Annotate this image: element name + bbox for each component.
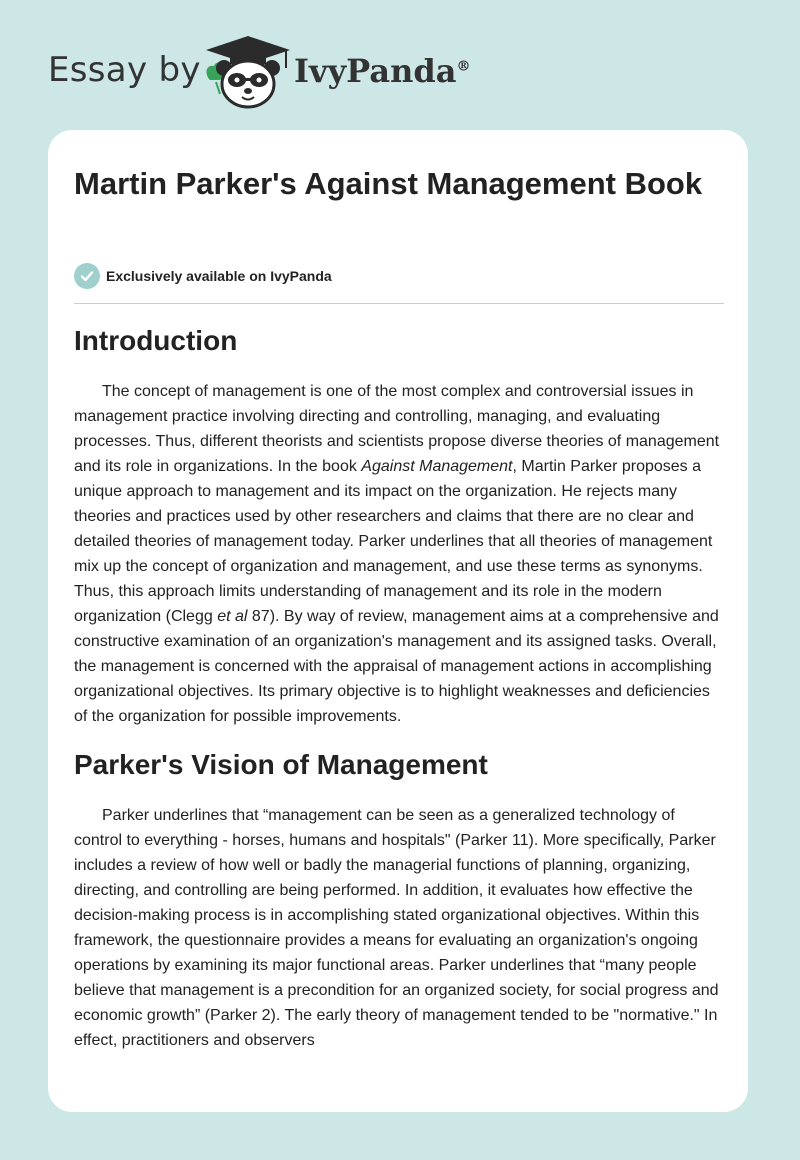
- exclusive-badge: [74, 263, 332, 289]
- panda-graduation-cap-icon[interactable]: [200, 34, 296, 110]
- paragraph-vision: Parker underlines that “management can be seen as a generalized technology of control to everything - horses, humans and hospitals" (Parker 11). More specifically, Parker includes a review of how well or badly the managerial functions of planning, organizing, directing, and controlling are being performed. In addition, it evaluates how effective the decision-making process is in accomplishing stated organizational objectives. Within this framework, the questionnaire provides a means for evaluating an organization's ongoing operations by examining its major functional areas. Parker underlines that “many people believe that management is a precondition for an organized society, for social progress and economic growth” (Parker 2). The early theory of management tended to be "normative." In effect, practitioners and observers: [74, 807, 719, 1049]
- exclusive-label: Exclusively available on IvyPanda: [106, 268, 332, 284]
- article-title: Martin Parker's Against Management Book: [74, 166, 703, 201]
- section-heading-vision: Parker's Vision of Management: [74, 749, 488, 780]
- registered-mark: ®: [456, 58, 471, 75]
- paragraph-introduction: The concept of management is one of the most complex and controversial issues in management practice involving directing and controlling, managing, and evaluating processes. Thus, different theorists and scientists propose diverse theories of management and its role in organizations. In the book Against Management, Martin Parker proposes a unique approach to management and its impact on the organization. He rejects many theories and practices used by other researchers and claims that there are no clear and detailed theories of management today. Parker underlines that all theories of management mix up the concept of organization and management, and use these terms as synonyms. Thus, this approach limits understanding of management and its role in the modern organization (Clegg et al 87). By way of review, management aims at a comprehensive and constructive examination of an organization's management and its assigned tasks. Overall, the management is concerned with the appraisal of management actions in accomplishing organizational objectives. Its primary objective is to highlight weaknesses and deficiencies of the organization for possible improvements.: [74, 383, 720, 725]
- divider: [74, 303, 724, 304]
- checkmark-icon: [74, 263, 100, 289]
- brand-prefix: Essay by: [48, 50, 201, 90]
- brand-name[interactable]: IvyPanda®: [294, 52, 471, 90]
- site-header: [0, 0, 800, 130]
- article-card: [48, 130, 748, 1112]
- section-heading-introduction: Introduction: [74, 325, 238, 356]
- article-body: [74, 323, 724, 1067]
